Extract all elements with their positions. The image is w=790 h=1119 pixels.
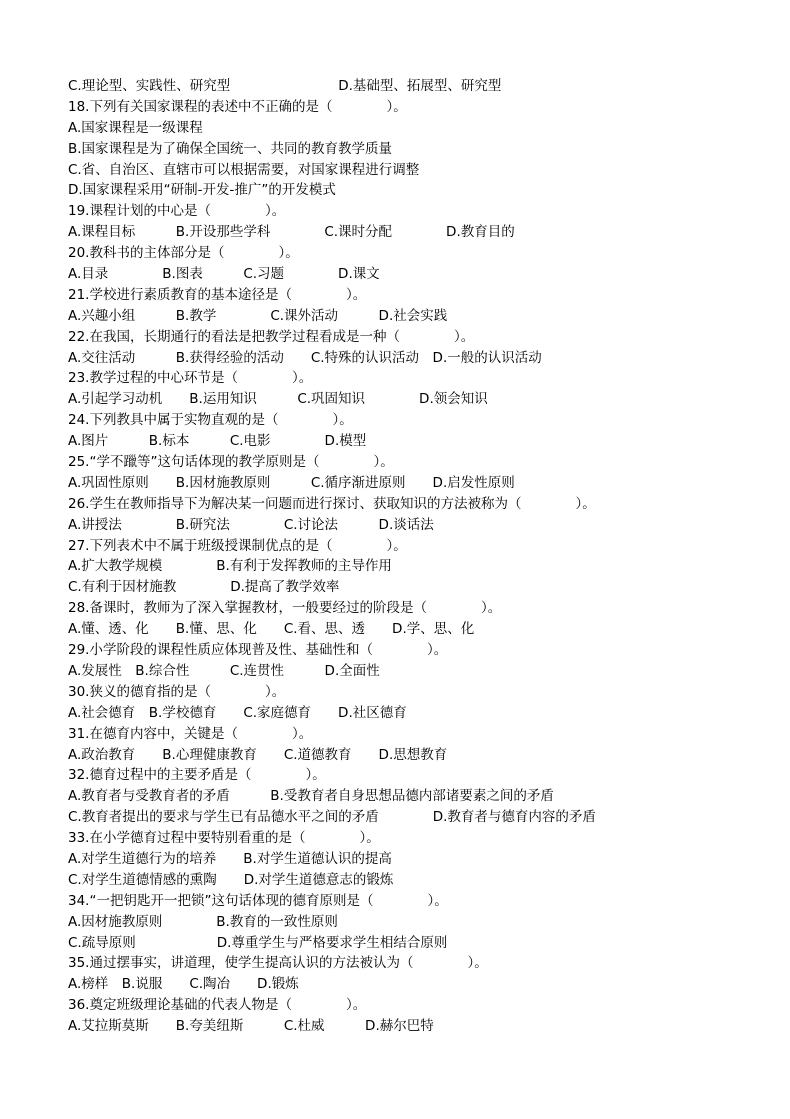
document-line: C.理论型、实践性、研究型 D.基础型、拓展型、研究型 bbox=[68, 78, 502, 94]
document-line: A.发展性 B.综合性 C.连贯性 D.全面性 bbox=[68, 662, 380, 679]
document-line: A.巩固性原则 B.因材施教原则 C.循序渐进原则 D.启发性原则 bbox=[68, 474, 515, 491]
document-line: A.引起学习动机 B.运用知识 C.巩固知识 D.领会知识 bbox=[68, 391, 488, 408]
document-line: C.有利于因材施教 D.提高了教学效率 bbox=[68, 579, 340, 596]
document-line: A.政治教育 B.心理健康教育 C.道德教育 D.思想教育 bbox=[68, 746, 448, 763]
document-line: A.讲授法 B.研究法 C.讨论法 D.谈话法 bbox=[68, 516, 434, 533]
document-line: 25.“学不躐等”这句话体现的教学原则是（ ）。 bbox=[68, 454, 394, 471]
document-line: A.榜样 B.说服 C.陶冶 D.锻炼 bbox=[68, 976, 299, 993]
document-line: A.艾拉斯莫斯 B.夸美纽斯 C.杜威 D.赫尔巴特 bbox=[68, 1018, 434, 1035]
document-line: A.懂、透、化 B.懂、思、化 C.看、思、透 D.学、思、化 bbox=[68, 621, 475, 638]
document-line: A.社会德育 B.学校德育 C.家庭德育 D.社区德育 bbox=[68, 704, 407, 721]
document-line: A.目录 B.图表 C.习题 D.课文 bbox=[68, 266, 380, 283]
document-line: A.交往活动 B.获得经验的活动 C.特殊的认识活动 D.一般的认识活动 bbox=[68, 349, 542, 366]
document-line: A.教育者与受教育者的矛盾 B.受教育者自身思想品德内部诸要素之间的矛盾 bbox=[68, 788, 554, 805]
document-line: A.国家课程是一级课程 bbox=[68, 119, 203, 136]
document-line: 29.小学阶段的课程性质应体现普及性、基础性和（ ）。 bbox=[68, 642, 448, 659]
document-line: A.因材施教原则 B.教育的一致性原则 bbox=[68, 913, 338, 930]
document-line: 18.下列有关国家课程的表述中不正确的是（ ）。 bbox=[68, 98, 407, 115]
document-line: A.图片 B.标本 C.电影 D.模型 bbox=[68, 433, 367, 450]
document-line: 22.在我国，长期通行的看法是把教学过程看成是一种（ ）。 bbox=[68, 328, 475, 345]
document-line: 32.德育过程中的主要矛盾是（ ）。 bbox=[68, 767, 326, 784]
document-line: 27.下列表术中不属于班级授课制优点的是（ ）。 bbox=[68, 537, 407, 554]
document-line: A.兴趣小组 B.教学 C.课外活动 D.社会实践 bbox=[68, 307, 448, 324]
document-line: A.扩大教学规模 B.有利于发挥教师的主导作用 bbox=[68, 558, 392, 575]
document-line: C.省、自治区、直辖市可以根据需要，对国家课程进行调整 bbox=[68, 161, 420, 178]
document-line: 19.课程计划的中心是（ ）。 bbox=[68, 203, 286, 220]
document-line: C.疏导原则 D.尊重学生与严格要求学生相结合原则 bbox=[68, 934, 448, 951]
document-line: C.教育者提出的要求与学生已有品德水平之间的矛盾 D.教育者与德育内容的矛盾 bbox=[68, 809, 596, 826]
document-line: A.课程目标 B.开设那些学科 C.课时分配 D.教育目的 bbox=[68, 224, 515, 241]
document-line: 26.学生在教师指导下为解决某一问题而进行探讨、获取知识的方法被称为（ ）。 bbox=[68, 495, 596, 512]
document-line: 24.下列教具中属于实物直观的是（ ）。 bbox=[68, 412, 353, 429]
document-line: 35.通过摆事实，讲道理，使学生提高认识的方法被认为（ ）。 bbox=[68, 955, 488, 972]
document-line: C.对学生道德情感的熏陶 D.对学生道德意志的锻炼 bbox=[68, 871, 394, 888]
document-line: 36.奠定班级理论基础的代表人物是（ ）。 bbox=[68, 997, 367, 1014]
document-line: 31.在德育内容中，关键是（ ）。 bbox=[68, 725, 313, 742]
document-line: 23.教学过程的中心环节是（ ）。 bbox=[68, 370, 313, 387]
document-line: D.国家课程采用“研制-开发-推广”的开发模式 bbox=[68, 182, 336, 199]
document-line: 30.狭义的德育指的是（ ）。 bbox=[68, 683, 286, 700]
document-line: A.对学生道德行为的培养 B.对学生道德认识的提高 bbox=[68, 850, 392, 867]
document-line: 28.备课时，教师为了深入掌握教材，一般要经过的阶段是（ ）。 bbox=[68, 600, 502, 617]
document-line: 33.在小学德育过程中要特别看重的是（ ）。 bbox=[68, 830, 380, 847]
document-line: B.国家课程是为了确保全国统一、共同的教育教学质量 bbox=[68, 140, 393, 157]
document-line: 21.学校进行素质教育的基本途径是（ ）。 bbox=[68, 286, 367, 303]
document-line: 20.教科书的主体部分是（ ）。 bbox=[68, 245, 299, 262]
document-body bbox=[68, 76, 778, 1037]
document-line: 34.“一把钥匙开一把锁”这句话体现的德育原则是（ ）。 bbox=[68, 892, 448, 909]
